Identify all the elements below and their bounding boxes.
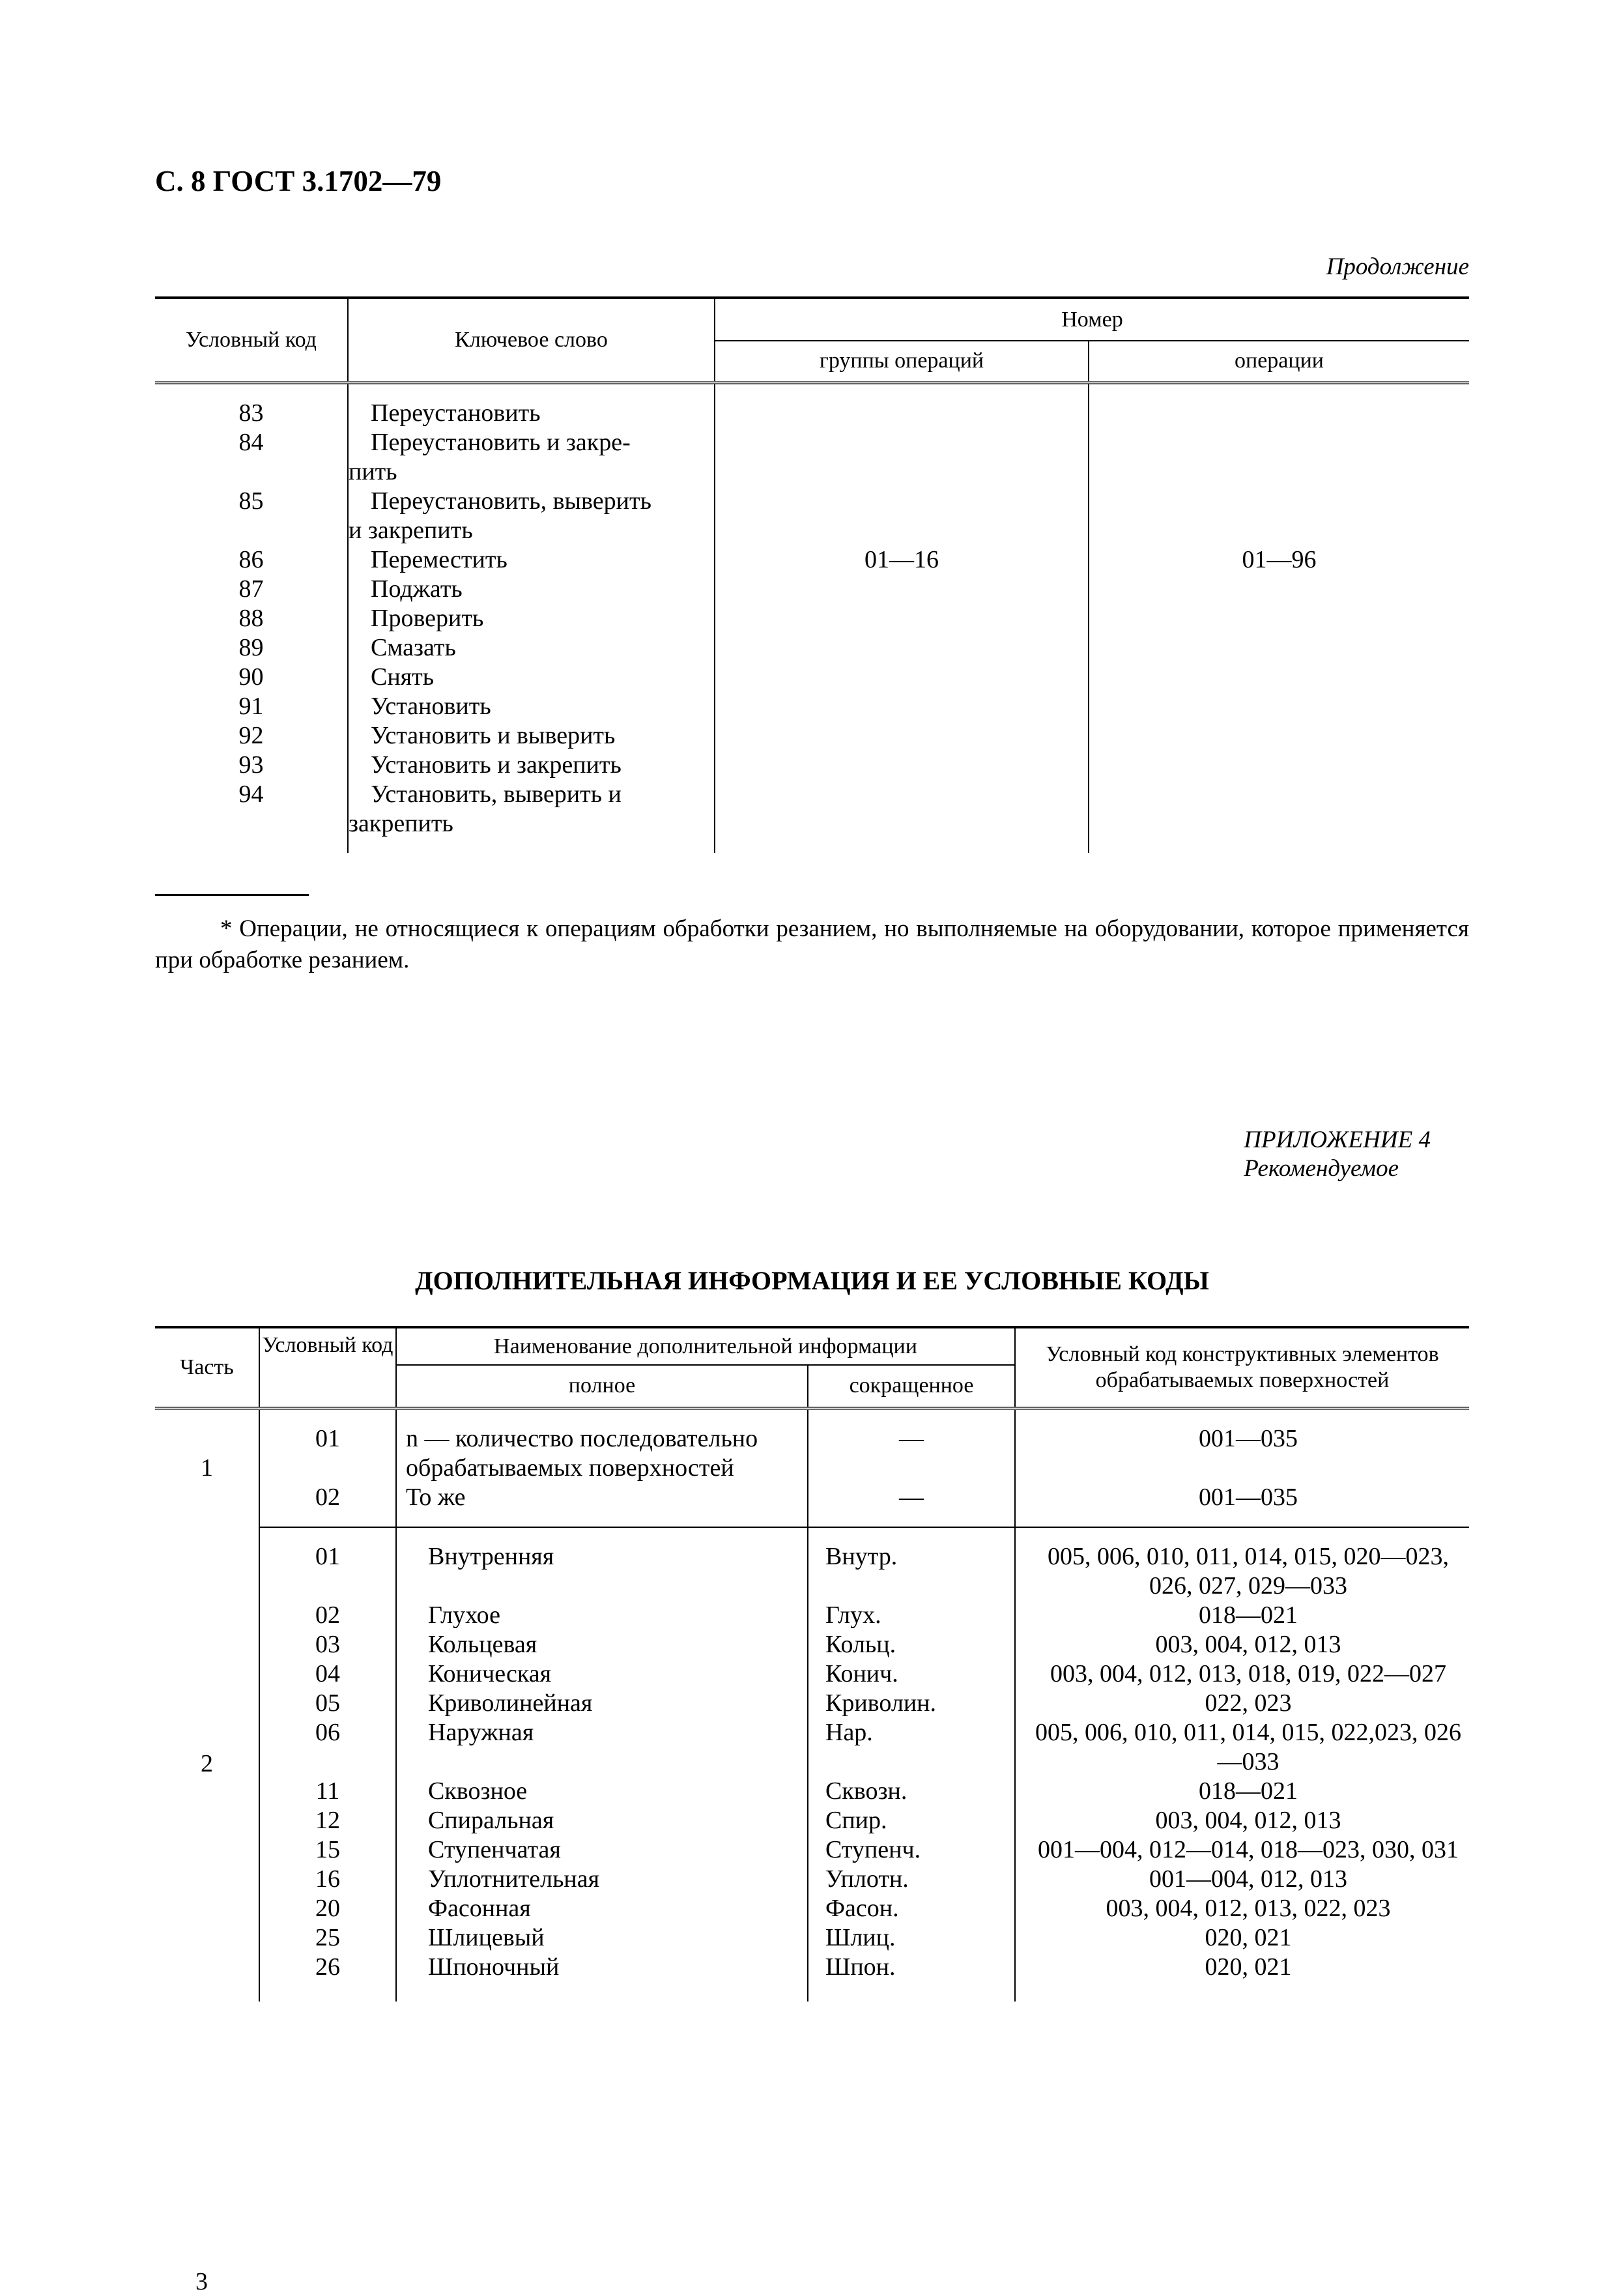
code-value: 93 [238, 751, 264, 779]
short-name-cell: Криволин. [808, 1689, 1015, 1718]
col-header-elements: Условный код конструктивных элементов обрабатываемых поверхностей [1015, 1327, 1469, 1408]
col-header-full: полное [396, 1365, 808, 1408]
full-name-cell: Шлицевый [396, 1923, 808, 1953]
full-name-cell: Внутренняя [396, 1527, 808, 1601]
full-name-cell: Кольцевая [396, 1630, 808, 1659]
code-value: 91 [238, 692, 264, 720]
footnote-rule [155, 894, 309, 896]
elements-cell: 018—021 [1199, 1777, 1298, 1805]
elements-cell: 020, 021 [1205, 1953, 1292, 1981]
code-cell: 20 [259, 1894, 396, 1923]
keyword-value: Установить и выверить [371, 721, 616, 749]
code-value: 94 [238, 780, 264, 808]
full-name-cell: Коническая [396, 1659, 808, 1689]
elements-cell: 020, 021 [1205, 1923, 1292, 1951]
page-number: 3 [195, 2268, 208, 2295]
table-row [155, 382, 1469, 853]
group-range-cell [715, 382, 1089, 853]
code-value: 87 [238, 575, 264, 603]
table-row [155, 1806, 1469, 1835]
code-cell: 03 [259, 1630, 396, 1659]
col-header-operation: операции [1235, 349, 1324, 373]
operation-range: 01—96 [1242, 545, 1317, 573]
code-cell: 25 [259, 1923, 396, 1953]
full-name-cell: Шпоночный [396, 1953, 808, 2002]
code-cell: 05 [259, 1689, 396, 1718]
full-name-cell: Спиральная [396, 1806, 808, 1835]
keyword-cell [348, 382, 715, 853]
operations-table [155, 296, 1469, 853]
col-header-info-name: Наименование дополнительной информации [396, 1327, 1015, 1365]
keyword-value: Снять [371, 663, 435, 691]
code-cell: 06 [259, 1718, 396, 1777]
code-value [155, 809, 347, 839]
short-name-cell: Шлиц. [808, 1923, 1015, 1953]
keyword-value: Смазать [371, 633, 456, 661]
table-row [155, 1408, 1469, 1483]
table-row [155, 1777, 1469, 1806]
col-header-keyword: Ключевое слово [348, 298, 715, 382]
code-cell: 12 [259, 1806, 396, 1835]
table-row [155, 1923, 1469, 1953]
keyword-value: Установить [371, 692, 491, 720]
keyword-value: Установить, выверить и [371, 780, 622, 808]
table-row [155, 1865, 1469, 1894]
code-cell [155, 382, 348, 853]
full-name-cell: Глухое [396, 1601, 808, 1630]
code-value [155, 516, 347, 545]
code-value: 88 [238, 604, 264, 632]
col-header-short: сокращенное [808, 1365, 1015, 1408]
code-cell: 04 [259, 1659, 396, 1689]
operation-range-cell [1089, 382, 1469, 853]
col-header-part: Часть [155, 1327, 259, 1408]
code-value: 83 [238, 399, 264, 427]
short-name-cell: Ступенч. [808, 1835, 1015, 1865]
short-name-cell: Конич. [808, 1659, 1015, 1689]
footnote [155, 913, 1469, 976]
appendix-subtitle: Рекомендуемое [1244, 1155, 1399, 1182]
keyword-value: Установить и закрепить [371, 751, 622, 779]
keyword-value: закрепить [349, 809, 453, 837]
elements-cell: 001—004, 012, 013 [1149, 1865, 1347, 1893]
table-row [155, 1601, 1469, 1630]
code-cell: 01 [259, 1408, 396, 1483]
elements-cell: 001—004, 012—014, 018—023, 030, 031 [1038, 1835, 1459, 1863]
short-name-cell: Уплотн. [808, 1865, 1015, 1894]
code-cell: 16 [259, 1865, 396, 1894]
short-name-cell: Спир. [808, 1806, 1015, 1835]
short-name-cell: Шпон. [808, 1953, 1015, 2002]
full-name-cell: То же [396, 1483, 808, 1527]
continuation-label: Продолжение [1326, 253, 1469, 280]
short-name-cell: — [808, 1483, 1015, 1527]
part-label: 1 [201, 1454, 213, 1482]
section-title: ДОПОЛНИТЕЛЬНАЯ ИНФОРМАЦИЯ И ЕЕ УСЛОВНЫЕ КОДЫ [415, 1266, 1209, 1295]
col-header-number: Номер [715, 298, 1469, 341]
full-name-cell: Ступенчатая [396, 1835, 808, 1865]
keyword-value: Поджать [371, 575, 463, 603]
elements-cell: 001—035 [1199, 1424, 1298, 1452]
elements-cell: 003, 004, 012, 013, 022, 023 [1106, 1894, 1391, 1922]
additional-info-table [155, 1326, 1469, 2002]
table-row [155, 1527, 1469, 1601]
code-cell: 02 [259, 1601, 396, 1630]
table-row [155, 1483, 1469, 1527]
table-row [155, 1659, 1469, 1689]
short-name-cell: Внутр. [808, 1527, 1015, 1601]
appendix-label [1244, 1126, 1431, 1183]
short-name-cell: Сквозн. [808, 1777, 1015, 1806]
full-name-cell: Сквозное [396, 1777, 808, 1806]
full-name-cell: Фасонная [396, 1894, 808, 1923]
keyword-value: Переустановить [371, 399, 541, 427]
elements-cell: 003, 004, 012, 013, 018, 019, 022—027 [1050, 1659, 1446, 1687]
footnote-text: * Операции, не относящиеся к операциям обработки резанием, но выполняемые на оборудовании, которое применяется при обработке резанием. [155, 915, 1469, 973]
elements-cell: 003, 004, 012, 013 [1155, 1806, 1341, 1834]
part-cell [155, 1527, 259, 2002]
full-name-cell: Криволинейная [396, 1689, 808, 1718]
code-value: 84 [238, 428, 264, 456]
full-name-cell: Наружная [396, 1718, 808, 1777]
part-cell [155, 1408, 259, 1527]
keyword-value: Переустановить, выверить [371, 487, 651, 515]
appendix-title: ПРИЛОЖЕНИЕ 4 [1244, 1126, 1431, 1153]
code-value: 89 [238, 633, 264, 661]
elements-cell: 022, 023 [1205, 1689, 1292, 1717]
col-header-group: группы операций [715, 341, 1089, 382]
table-row [155, 1630, 1469, 1659]
table-row [155, 1835, 1469, 1865]
short-name-cell: Кольц. [808, 1630, 1015, 1659]
additional-info-table-body [155, 1408, 1469, 2002]
table-row [155, 1718, 1469, 1777]
keyword-value: пить [349, 457, 397, 485]
code-cell: 26 [259, 1953, 396, 2002]
elements-cell: 001—035 [1015, 1483, 1469, 1527]
operations-table-body [155, 382, 1469, 853]
table-row [155, 1953, 1469, 2002]
code-value: 86 [238, 545, 264, 573]
keyword-value: Переместить [371, 545, 507, 573]
elements-cell: 003, 004, 012, 013 [1155, 1630, 1341, 1658]
keyword-value: и закрепить [349, 516, 473, 544]
table-row [155, 1894, 1469, 1923]
code-cell: 02 [259, 1483, 396, 1527]
full-name-cell: n — количество последовательно обрабатываемых поверхностей [396, 1408, 808, 1483]
code-cell: 15 [259, 1835, 396, 1865]
elements-cell: 005, 006, 010, 011, 014, 015, 022,023, 026—033 [1035, 1718, 1462, 1775]
short-name-cell: Фасон. [808, 1894, 1015, 1923]
code-value: 92 [238, 721, 264, 749]
page-header: С. 8 ГОСТ 3.1702—79 [155, 165, 442, 197]
col-header-code: Условный код [155, 298, 348, 382]
short-name-cell: Нар. [808, 1718, 1015, 1777]
code-value: 85 [238, 487, 264, 515]
short-name-cell: — [808, 1408, 1015, 1483]
keyword-value: Переустановить и закре- [371, 428, 631, 456]
elements-cell: 005, 006, 010, 011, 014, 015, 020—023, 026, 027, 029—033 [1047, 1542, 1450, 1600]
code-cell: 01 [259, 1527, 396, 1601]
code-value [155, 457, 347, 487]
part-label: 2 [201, 1750, 213, 1777]
col-header-code: Условный код [259, 1327, 396, 1408]
code-value: 90 [238, 663, 264, 691]
full-name-cell: Уплотнительная [396, 1865, 808, 1894]
table-row [155, 1689, 1469, 1718]
group-range: 01—16 [865, 545, 939, 573]
short-name-cell: Глух. [808, 1601, 1015, 1630]
keyword-value: Проверить [371, 604, 484, 632]
elements-cell: 018—021 [1199, 1601, 1298, 1629]
code-cell: 11 [259, 1777, 396, 1806]
